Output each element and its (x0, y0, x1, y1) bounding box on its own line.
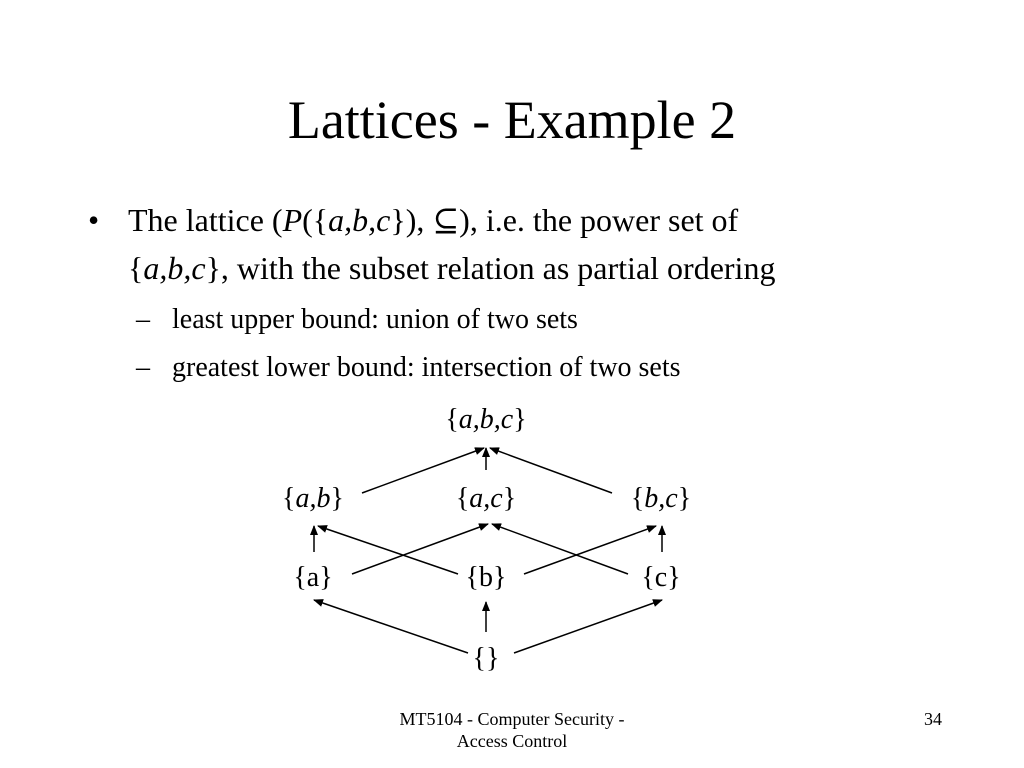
slide-footer (362, 708, 662, 752)
node-elements: b,c (644, 483, 678, 514)
brace: } (513, 404, 527, 435)
bullet-text-part: }), (390, 202, 433, 238)
brace: { (445, 404, 459, 435)
edge-c-to-ac (492, 524, 628, 574)
subset-symbol: ⊆ (432, 202, 460, 238)
lattice-node-b: {b} (465, 562, 507, 593)
set-elements: a,b,c (328, 202, 391, 238)
bullet-text-part: The lattice ( (128, 202, 283, 238)
brace: } (677, 483, 692, 514)
bullet-marker: • (88, 202, 100, 238)
bullet-text-part: { (128, 250, 144, 286)
power-set-symbol: P (282, 202, 303, 238)
bullet-text-part: }, with the subset relation as partial ordering (205, 250, 776, 286)
subbullet-text: least upper bound: union of two sets (172, 304, 578, 335)
subbullet-marker: – (136, 352, 150, 383)
subbullet-marker: – (136, 304, 150, 335)
brace: } (502, 483, 517, 514)
edge-empty-to-c (514, 600, 662, 653)
lattice-node-c: {c} (641, 562, 681, 593)
page-number: 34 (924, 709, 942, 729)
edge-b-to-bc (524, 526, 656, 574)
bullet-text-part: ({ (302, 202, 329, 238)
brace: { (455, 483, 470, 514)
edge-b-to-ab (318, 526, 458, 574)
brace: { (630, 483, 645, 514)
slide-title: Lattices - Example 2 (287, 90, 737, 150)
subbullet-text: greatest lower bound: intersection of two sets (172, 352, 681, 383)
lattice-node-ab (282, 482, 344, 516)
bullet-text-part: ), i.e. the power set of (459, 202, 739, 238)
lattice-node-bc (631, 482, 691, 516)
footer-line-2: Access Control (456, 731, 568, 751)
lattice-node-a: {a} (293, 562, 333, 593)
set-elements: a,b,c (143, 250, 206, 286)
node-elements: a,c (469, 483, 503, 514)
node-elements: a,b,c (458, 404, 514, 435)
brace: { (282, 483, 296, 514)
edge-empty-to-a (314, 600, 468, 653)
lattice-node-empty: {} (472, 643, 500, 674)
lattice-node-abc (445, 403, 526, 437)
brace: } (330, 483, 344, 514)
footer-line-1: MT5104 - Computer Security - (399, 709, 625, 729)
lattice-node-ac (456, 482, 516, 516)
node-elements: a,b (295, 483, 331, 514)
